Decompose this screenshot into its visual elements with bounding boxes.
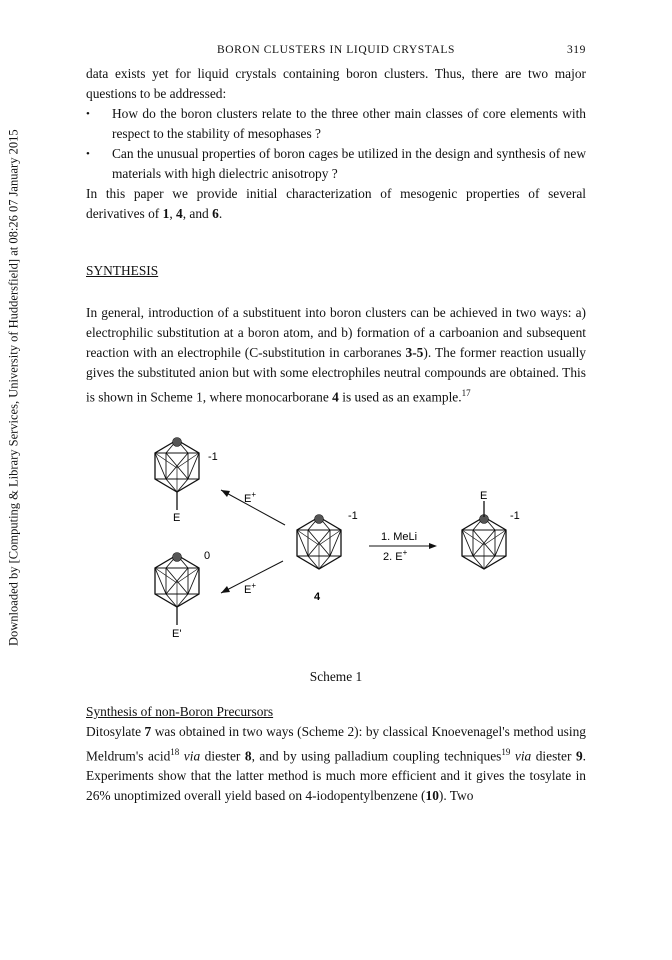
step-two-label: 2. E+ bbox=[383, 548, 408, 563]
closing-end: . bbox=[218, 206, 223, 221]
cage-top-left-charge: -1 bbox=[208, 451, 218, 463]
compound-ref: 8 bbox=[244, 748, 252, 764]
closing-sep: , bbox=[169, 206, 177, 221]
cage-right-charge: -1 bbox=[510, 510, 520, 522]
compound-ref: 3-5 bbox=[405, 345, 424, 360]
bullet-dot-icon: • bbox=[86, 148, 90, 160]
text-run: was obtained in two ways (Scheme 2): by classical Knoevenagel's method using Meldrum's acid bbox=[86, 724, 586, 764]
arrow-down-reagent: E+ bbox=[244, 581, 257, 596]
text-run: diester bbox=[531, 748, 576, 764]
text-run: ). Two bbox=[438, 788, 474, 804]
italic-via: via bbox=[514, 748, 532, 764]
compound-ref: 7 bbox=[144, 724, 152, 739]
intro-line: data exists yet for liquid crystals containing boron clusters. Thus, there are two major questions to be addressed: bbox=[86, 66, 586, 101]
compound-ref: 4 bbox=[176, 206, 183, 221]
precursors-text bbox=[86, 722, 586, 806]
download-note: Downloaded by [Computing & Library Services, University of Huddersfield] at 08:26 07 January 2015 bbox=[6, 129, 21, 646]
compound-ref: 10 bbox=[425, 788, 439, 804]
text-run: , and by using palladium coupling techniques bbox=[251, 748, 502, 764]
step-one-label: 1. MeLi bbox=[381, 531, 418, 543]
precursors-paragraph bbox=[86, 722, 586, 806]
compound-ref: 4 bbox=[332, 389, 339, 405]
boron-cage-center bbox=[297, 515, 341, 570]
scheme-caption: Scheme 1 bbox=[309, 669, 363, 684]
cage-center-label: 4 bbox=[314, 591, 321, 603]
bullet-text: How do the boron clusters relate to the three other main classes of core elements with respect to the stability of mesophases ? bbox=[112, 106, 586, 141]
bullet-dot-icon: • bbox=[86, 108, 90, 120]
cage-center-charge: -1 bbox=[348, 510, 358, 522]
reference-superscript: 17 bbox=[461, 388, 471, 398]
cage-right-substituent: E bbox=[480, 490, 488, 502]
text-run: Ditosylate bbox=[86, 724, 145, 739]
bullet-text: Can the unusual properties of boron cages be utilized in the design and synthesis of new materials with high dielectric anisotropy ? bbox=[112, 146, 586, 181]
text-run: In general, introduction of a substituent into boron clusters can be achieved in two ways: a) electrophilic substitution at a boron atom, and b) formation of a carboanion and subsequent reaction with an electrophile (C-substitution in carboranes bbox=[86, 305, 586, 360]
running-title: BORON CLUSTERS IN LIQUID CRYSTALS bbox=[216, 44, 456, 56]
text-run: is used as an example. bbox=[338, 389, 462, 405]
compound-ref: 1 bbox=[162, 206, 170, 221]
boron-cage-top-left bbox=[155, 438, 199, 493]
closing-sep: , and bbox=[182, 206, 213, 221]
closing-text: In this paper we provide initial characterization of mesogenic properties of several derivatives of bbox=[86, 186, 586, 221]
cage-top-left-substituent: E bbox=[173, 512, 181, 524]
reference-superscript: 19 bbox=[501, 747, 511, 757]
text-run: ). The former reaction usually gives the substituted anion but with some electrophiles neutral compounds are obtained. This is shown in Scheme 1, where monocarborane bbox=[86, 345, 586, 405]
compound-ref: 9 bbox=[575, 748, 583, 764]
text-run: . Experiments show that the latter method is much more efficient and it gives the tosylate in 26% unoptimized overall yield based on 4-iodopentylbenzene ( bbox=[86, 748, 586, 804]
cage-bottom-left-charge: 0 bbox=[204, 550, 211, 562]
arrow-up-reagent: E+ bbox=[244, 490, 257, 505]
compound-ref: 6 bbox=[212, 206, 219, 221]
page-number: 319 bbox=[566, 44, 586, 56]
boron-cage-bottom-left bbox=[155, 553, 199, 608]
section-heading-precursors: Synthesis of non-Boron Precursors bbox=[86, 704, 274, 719]
boron-cage-right bbox=[462, 515, 506, 570]
section-heading-synthesis: SYNTHESIS bbox=[86, 263, 159, 278]
italic-via: via bbox=[183, 748, 201, 764]
text-run: diester bbox=[200, 748, 245, 764]
reference-superscript: 18 bbox=[170, 747, 180, 757]
cage-bottom-left-substituent: E' bbox=[172, 628, 182, 640]
